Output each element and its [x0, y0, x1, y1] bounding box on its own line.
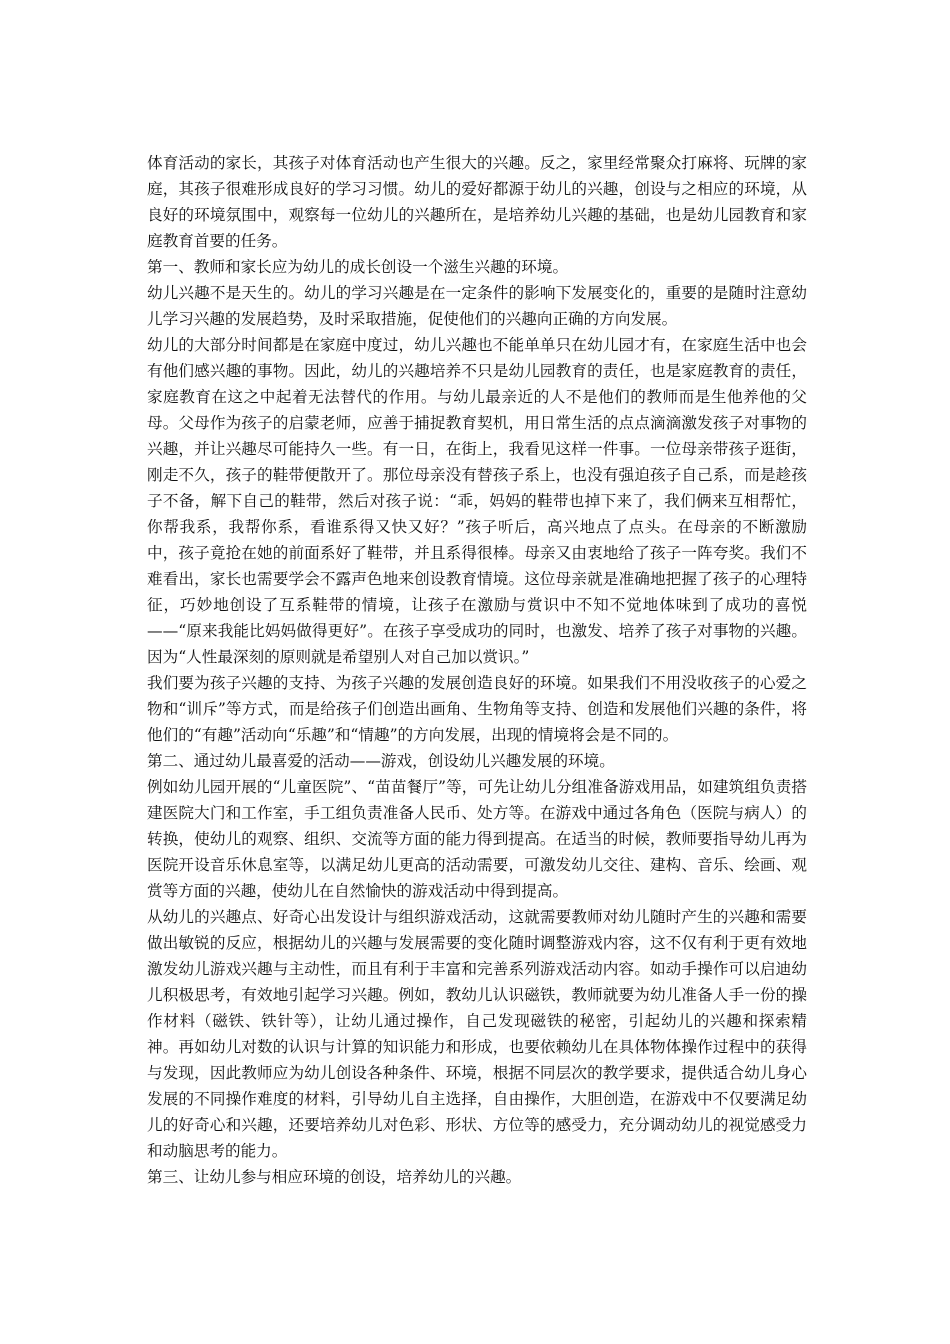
section-heading-first: 第一、教师和家长应为幼儿的成长创设一个滋生兴趣的环境。: [147, 258, 569, 276]
paragraph-interest-not-innate: 幼儿兴趣不是天生的。幼儿的学习兴趣是在一定条件的影响下发展变化的，重要的是随时注意幼儿学习兴趣的发展趋势，及时采取措施，促使他们的兴趣向正确的方向发展。: [147, 284, 807, 328]
section-heading-third: 第三、让幼儿参与相应环境的创设，培养幼儿的兴趣。: [147, 1168, 522, 1186]
paragraph-game-example: 例如幼儿园开展的“儿童医院”、“苗苗餐厅”等，可先让幼儿分组准备游戏用品，如建筑组负责搭建医院大门和工作室，手工组负责准备人民币、处方等。在游戏中通过各角色（医院与病人）的转换，使幼儿的观察、组织、交流等方面的能力得到提高。在适当的时候，教师要指导幼儿再为医院开设音乐休息室等，以满足幼儿更高的活动需要，可激发幼儿交往、建构、音乐、绘画、观赏等方面的兴趣，使幼儿在自然愉快的游戏活动中得到提高。: [147, 778, 807, 900]
paragraph-family-education: 幼儿的大部分时间都是在家庭中度过，幼儿兴趣也不能单单只在幼儿园才有，在家庭生活中也会有他们感兴趣的事物。因此，幼儿的兴趣培养不只是幼儿园教育的责任，也是家庭教育的责任，家庭教育在这之中起着无法替代的作用。与幼儿最亲近的人不是他们的教师而是生他养他的父母。父母作为孩子的启蒙老师，应善于捕捉教育契机，用日常生活的点点滴滴激发孩子对事物的兴趣，并让兴趣尽可能持久一些。有一日，在街上，我看见这样一件事。一位母亲带孩子逛街，刚走不久，孩子的鞋带便散开了。那位母亲没有替孩子系上，也没有强迫孩子自己系，而是趁孩子不备，解下自己的鞋带，然后对孩子说：“乖，妈妈的鞋带也掉下来了，我们俩来互相帮忙，你帮我系，我帮你系，看谁系得又快又好？”孩子听后，高兴地点了点头。在母亲的不断激励中，孩子竟抢在她的前面系好了鞋带，并且系得很棒。母亲又由衷地给了孩子一阵夸奖。我们不难看出，家长也需要学会不露声色地来创设教育情境。这位母亲就是准确地把握了孩子的心理特征，巧妙地创设了互系鞋带的情境，让孩子在激励与赏识中不知不觉地体味到了成功的喜悦——“原来我能比妈妈做得更好”。在孩子享受成功的同时，也激发、培养了孩子对事物的兴趣。因为“人性最深刻的原则就是希望别人对自己加以赏识。”: [147, 336, 807, 666]
paragraph-game-design: 从幼儿的兴趣点、好奇心出发设计与组织游戏活动，这就需要教师对幼儿随时产生的兴趣和需要做出敏锐的反应，根据幼儿的兴趣与发展需要的变化随时调整游戏内容，这不仅有利于更有效地激发幼儿游戏兴趣与主动性，而且有利于丰富和完善系列游戏活动内容。如动手操作可以启迪幼儿积极思考，有效地引起学习兴趣。例如，教幼儿认识磁铁，教师就要为幼儿准备人手一份的操作材料（磁铁、铁针等），让幼儿通过操作，自己发现磁铁的秘密，引起幼儿的兴趣和探索精神。再如幼儿对数的认识与计算的知识能力和形成，也要依赖幼儿在具体物体操作过程中的获得与发现，因此教师应为幼儿创设各种条件、环境，根据不同层次的教学要求，提供适合幼儿身心发展的不同操作难度的材料，引导幼儿自主选择，自由操作，大胆创造，在游戏中不仅要满足幼儿的好奇心和兴趣，还要培养幼儿对色彩、形状、方位等的感受力，充分调动幼儿的视觉感受力和动脑思考的能力。: [147, 908, 807, 1160]
document-body: [147, 150, 807, 1190]
section-heading-second: 第二、通过幼儿最喜爱的活动——游戏，创设幼儿兴趣发展的环境。: [147, 752, 615, 770]
paragraph-supportive-environment: 我们要为孩子兴趣的支持、为孩子兴趣的发展创造良好的环境。如果我们不用没收孩子的心爱之物和“训斥”等方式，而是给孩子们创造出画角、生物角等支持、创造和发展他们兴趣的条件，将他们的“有趣”活动向“乐趣”和“情趣”的方向发展，出现的情境将会是不同的。: [147, 674, 807, 744]
paragraph-continuation: 体育活动的家长，其孩子对体育活动也产生很大的兴趣。反之，家里经常聚众打麻将、玩牌的家庭，其孩子很难形成良好的学习习惯。幼儿的爱好都源于幼儿的兴趣，创设与之相应的环境，从良好的环境氛围中，观察每一位幼儿的兴趣所在，是培养幼儿兴趣的基础，也是幼儿园教育和家庭教育首要的任务。: [147, 154, 807, 250]
